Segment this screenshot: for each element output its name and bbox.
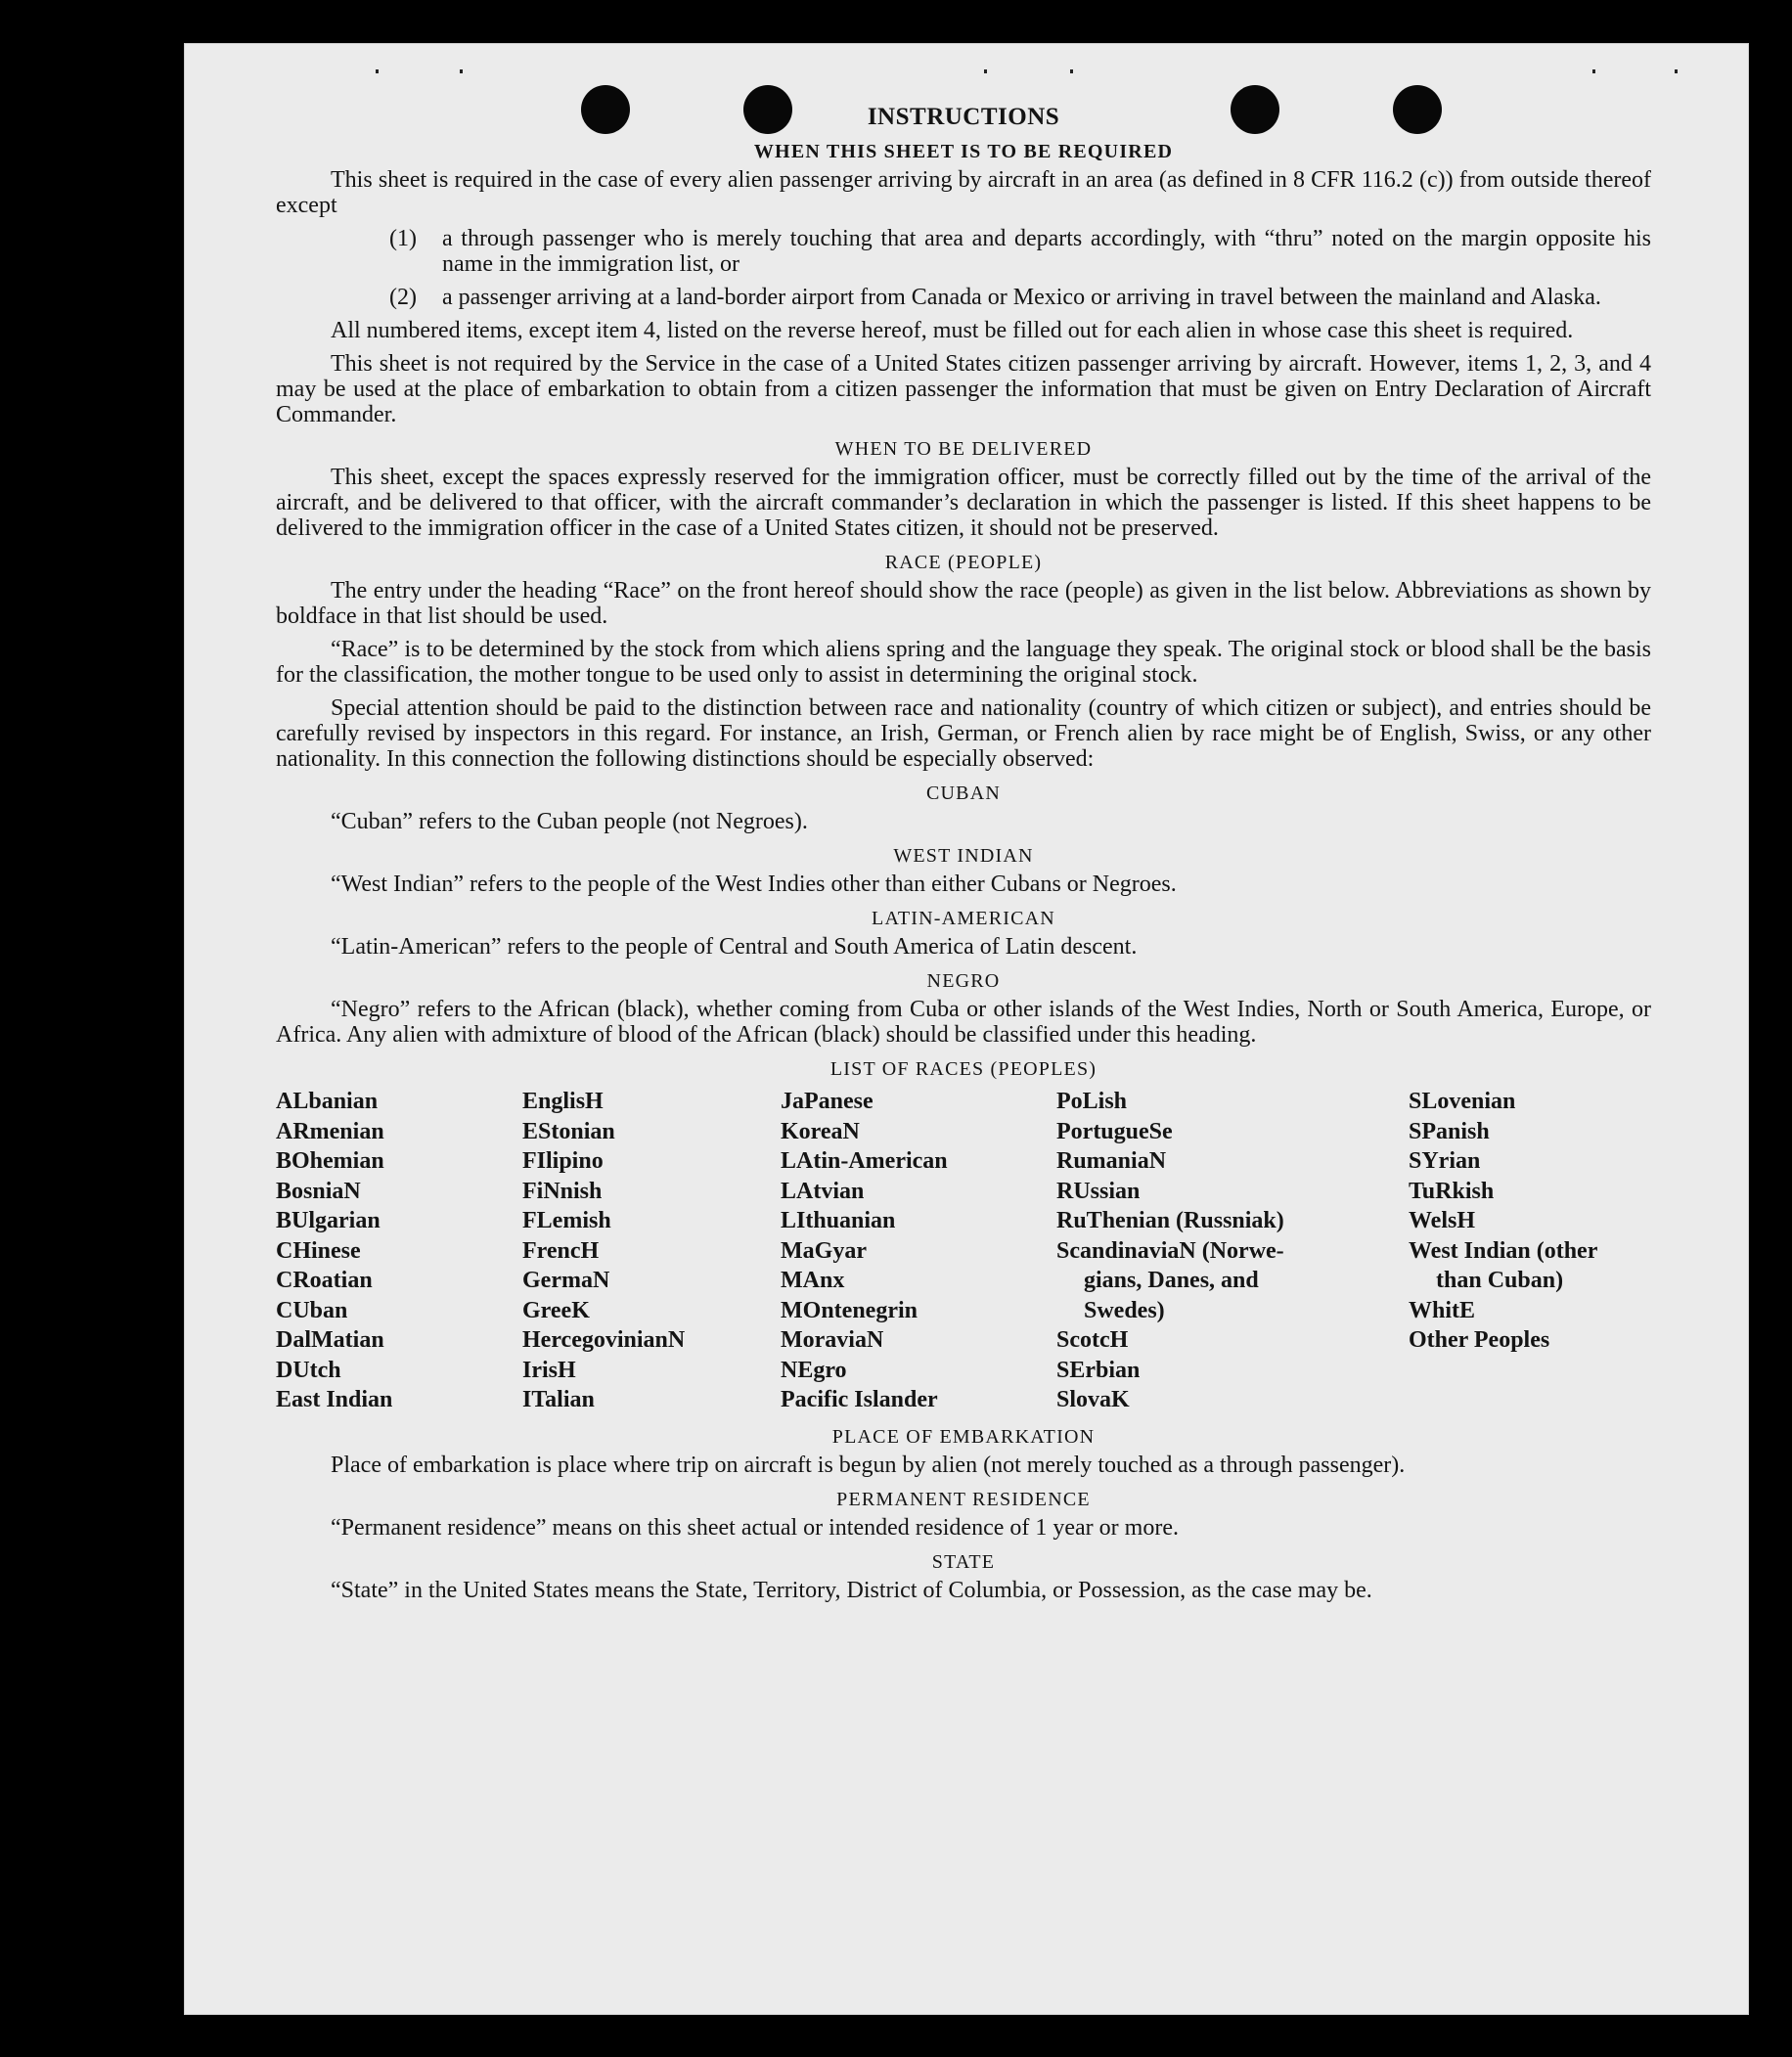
item-number: (1) <box>389 226 417 251</box>
races-column <box>1409 1087 1651 1415</box>
page-title: INSTRUCTIONS <box>867 104 1060 130</box>
races-list <box>276 1087 1651 1415</box>
item-number: (2) <box>389 285 417 310</box>
race-entry: East Indian <box>276 1387 393 1412</box>
race-entry: TuRkish <box>1409 1178 1495 1204</box>
race-entry: SYrian <box>1409 1148 1481 1174</box>
race-entry: Other Peoples <box>1409 1327 1550 1353</box>
speck <box>376 69 379 73</box>
section-heading-when-required: WHEN THIS SHEET IS TO BE REQUIRED <box>753 141 1174 162</box>
paragraph: Place of embarkation is place where trip on aircraft is begun by alien (not merely touched as a through passenger). <box>331 1452 1406 1478</box>
race-entry: GreeK <box>522 1297 590 1323</box>
race-entry: GermaN <box>522 1268 610 1293</box>
race-entry: FrencH <box>522 1237 600 1264</box>
definition: “West Indian” refers to the people of the West Indies other than either Cubans or Negroes. <box>331 872 1177 897</box>
race-entry: CRoatian <box>276 1268 373 1293</box>
race-entry: Swedes) <box>1084 1297 1165 1323</box>
race-entry: West Indian (other <box>1409 1237 1598 1264</box>
races-column <box>1056 1087 1409 1415</box>
item-text: a through passenger who is merely touching that area and departs accordingly, with “thru” noted on the margin opposite his name in the immigration list, or <box>442 226 1651 277</box>
section-heading-state: STATE <box>931 1550 996 1573</box>
paragraph: “Negro” refers to the African (black), whether coming from Cuba or other islands of the West Indies, North or South America, Europe, or Africa. Any alien with admixture of blood of the African (black) should be classified under this heading. <box>276 997 1651 1048</box>
paragraph: All numbered items, except item 4, listed on the reverse hereof, must be filled out for each alien in whose case this sheet is required. <box>331 318 1574 343</box>
race-entry: BOhemian <box>276 1148 384 1174</box>
race-entry: BUlgarian <box>276 1208 381 1233</box>
race-entry: LIthuanian <box>781 1208 896 1233</box>
race-entry: ALbanian <box>276 1089 379 1114</box>
section-heading-embarkation: PLACE OF EMBARKATION <box>831 1425 1096 1448</box>
race-entry: Pacific Islander <box>781 1387 938 1412</box>
race-entry: MOntenegrin <box>781 1297 918 1323</box>
race-entry: CUban <box>276 1297 348 1323</box>
race-entry: EStonian <box>522 1118 615 1144</box>
race-entry: FLemish <box>522 1208 611 1233</box>
race-entry: KoreaN <box>781 1118 860 1144</box>
definition: “Latin-American” refers to the people of Central and South America of Latin descent. <box>331 934 1138 960</box>
race-entry: ScandinaviaN (Norwe- <box>1056 1237 1284 1264</box>
races-column <box>522 1087 781 1415</box>
race-entry: gians, Danes, and <box>1084 1268 1259 1293</box>
races-column <box>276 1087 522 1415</box>
race-entry: BosniaN <box>276 1178 361 1204</box>
race-entry: ARmenian <box>276 1118 384 1144</box>
definition: “Permanent residence” means on this sheet actual or intended residence of 1 year or more. <box>331 1514 1179 1541</box>
race-entry: MAnx <box>781 1268 845 1293</box>
speck <box>1070 69 1073 73</box>
race-entry: WhitE <box>1409 1297 1476 1323</box>
race-entry: PoLish <box>1056 1089 1128 1114</box>
race-entry: SlovaK <box>1056 1387 1130 1412</box>
race-entry: RumaniaN <box>1056 1148 1167 1174</box>
paragraph: This sheet is not required by the Service in the case of a United States citizen passenger arriving by aircraft. However, items 1, 2, 3, and 4 may be used at the place of embarkation to obtain from a citizen passenger the information that must be given on Entry Declaration of Aircraft Commander. <box>276 351 1651 427</box>
race-entry: PortugueSe <box>1056 1118 1173 1144</box>
race-entry: HercegovinianN <box>522 1327 686 1353</box>
race-entry: ITalian <box>522 1387 595 1412</box>
race-entry: SErbian <box>1056 1357 1141 1383</box>
race-entry: IrisH <box>522 1357 576 1383</box>
section-heading-permanent-residence: PERMANENT RESIDENCE <box>836 1488 1091 1510</box>
definition: “Cuban” refers to the Cuban people (not Negroes). <box>331 809 808 834</box>
race-entry: CHinese <box>276 1237 361 1264</box>
section-heading-when-delivered: WHEN TO BE DELIVERED <box>834 438 1093 460</box>
race-entry: LAtvian <box>781 1178 865 1204</box>
section-heading-list-of-races: LIST OF RACES (PEOPLES) <box>829 1058 1098 1080</box>
speck <box>1592 69 1595 73</box>
race-entry: SPanish <box>1409 1118 1490 1144</box>
race-entry: JaPanese <box>781 1089 874 1114</box>
races-column <box>781 1087 1056 1415</box>
section-heading-latin-american: LATIN-AMERICAN <box>872 908 1055 929</box>
paragraph: This sheet, except the spaces expressly reserved for the immigration officer, must be correctly filled out by the time of the arrival of the aircraft, and be delivered to that officer, with the aircraft commander’s declaration in which the passenger is listed. If this sheet happens to be delivered to the immigration officer in the case of a United States citizen, it should not be preserved. <box>276 465 1651 541</box>
race-entry: WelsH <box>1409 1208 1476 1233</box>
race-entry: DalMatian <box>276 1327 384 1353</box>
race-entry: FiNnish <box>522 1178 603 1204</box>
instructions-body <box>276 105 1651 1611</box>
race-entry: than Cuban) <box>1436 1268 1564 1293</box>
race-entry: MoraviaN <box>781 1327 884 1353</box>
section-heading-cuban: CUBAN <box>925 783 1001 804</box>
paragraph: “Race” is to be determined by the stock from which aliens spring and the language they speak. The original stock or blood shall be the basis for the classification, the mother tongue to be used only to assist in determining the original stock. <box>276 637 1651 688</box>
race-entry: NEgro <box>781 1357 847 1383</box>
race-entry: EnglisH <box>522 1089 604 1114</box>
section-heading-west-indian: WEST INDIAN <box>893 845 1034 867</box>
paragraph: “State” in the United States means the State, Territory, District of Columbia, or Possession, as the case may be. <box>331 1577 1372 1603</box>
speck <box>984 69 987 73</box>
section-heading-race: RACE (PEOPLE) <box>884 552 1043 573</box>
race-entry: RUssian <box>1056 1178 1141 1204</box>
speck <box>1675 69 1678 73</box>
paragraph: This sheet is required in the case of every alien passenger arriving by aircraft in an area (as defined in 8 CFR 116.2 (c)) from outside thereof except <box>276 167 1651 218</box>
speck <box>460 69 463 73</box>
race-entry: SLovenian <box>1409 1089 1516 1114</box>
paragraph: The entry under the heading “Race” on the front hereof should show the race (people) as given in the list below. Abbreviations as shown by boldface in that list should be used. <box>276 578 1651 629</box>
race-entry: RuThenian (Russniak) <box>1056 1208 1284 1233</box>
race-entry: ScotcH <box>1056 1327 1129 1353</box>
section-heading-negro: NEGRO <box>926 970 1001 992</box>
race-entry: FIlipino <box>522 1148 604 1174</box>
race-entry: MaGyar <box>781 1237 867 1264</box>
paragraph: Special attention should be paid to the distinction between race and nationality (country of which citizen or subject), and entries should be carefully revised by inspectors in this regard. For instance, an Irish, German, or French alien by race might be of English, Swiss, or any other nationality. In this connection the following distinctions should be especially observed: <box>276 695 1651 772</box>
numbered-item <box>276 285 1651 310</box>
document-page <box>184 43 1749 2015</box>
item-text: a passenger arriving at a land-border airport from Canada or Mexico or arriving in travel between the mainland and Alaska. <box>442 285 1601 310</box>
numbered-item <box>276 226 1651 277</box>
race-entry: DUtch <box>276 1357 341 1383</box>
race-entry: LAtin-American <box>781 1148 948 1174</box>
